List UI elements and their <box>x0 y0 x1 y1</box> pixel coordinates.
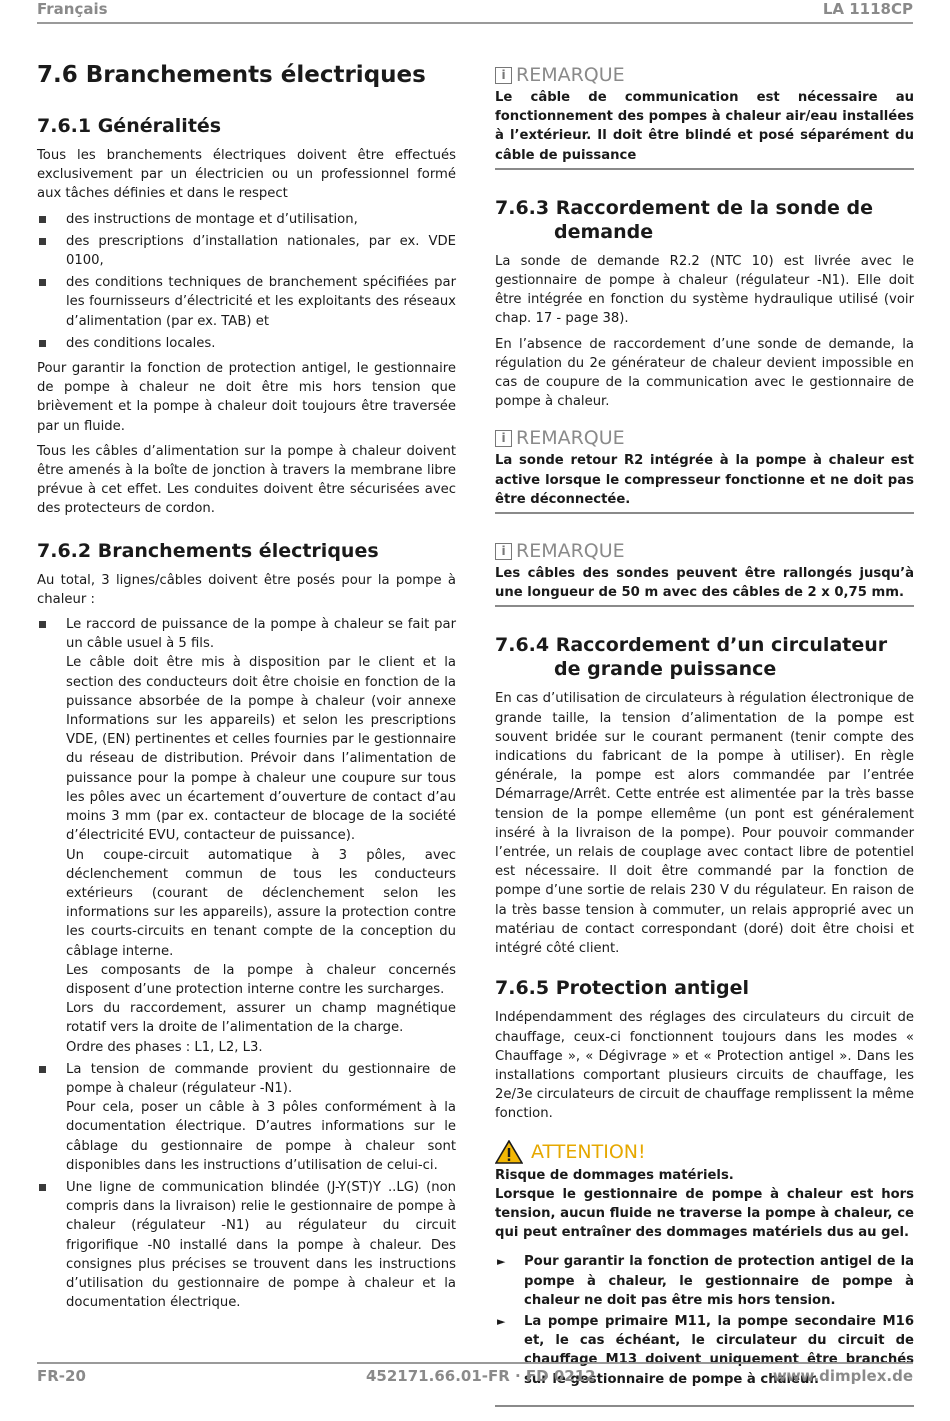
section-7-6-5-heading: 7.6.5 Protection antigel <box>495 977 750 1000</box>
antifreeze-modes-paragraph: Indépendamment des réglages des circulateurs du circuit de chauffage, ceux-ci fonctionnent toujours dans les modes « Chauffage », « Dégivrage » et « Protection antigel ». Dans les installations comportant plusieurs circuits de chauffage, les 2e/3e circulateurs de circuit de chauffage remplissent la même fonction. <box>495 1010 914 1122</box>
page-number: FR-20 <box>37 1367 86 1385</box>
list-item <box>37 1060 456 1175</box>
section-7-6-heading: 7.6 Branchements électriques <box>37 62 426 88</box>
section-7-6-3-heading: 7.6.3 Raccordement de la sonde de demande <box>495 196 874 243</box>
power-cable-text: Les composants de la pompe à chaleur concernés disposent d’une protection interne contre les surcharges. <box>66 962 456 997</box>
attention-title: Risque de dommages matériels. <box>495 1167 734 1183</box>
right-column <box>495 64 914 1421</box>
attention-label: ATTENTION! <box>531 1140 646 1163</box>
action-item: ► La pompe primaire M11, la pompe secondaire M16 et, le cas échéant, le circulateur du circuit de chauffage M13 doivent uniquement être branchés sur le gestionnaire de pompe à chaleur. <box>495 1312 914 1389</box>
document-id: 452171.66.01-FR · FD 0212 <box>366 1367 596 1385</box>
warning-triangle-icon <box>495 1140 523 1164</box>
remark-label: REMARQUE <box>516 64 625 86</box>
power-cable-text: Un coupe-circuit automatique à 3 pôles, avec déclenchement commun de tous les conducteurs extérieurs (courant de déclenchement selon les informations sur les appareils), assure la protection contre les courts-circuits en tenant compte de la conception du câblage interne. <box>66 847 456 959</box>
action-item: ► Pour garantir la fonction de protection antigel de la pompe à chaleur, le gestionnaire de pompe à chaleur ne doit pas être mis hors tension. <box>495 1252 914 1310</box>
section-7-6-2-heading: 7.6.2 Branchements électriques <box>37 539 379 562</box>
info-icon: i <box>495 67 512 84</box>
list-item: des conditions techniques de branchement spécifiées par les fournisseurs d’électricité et les exploitants des réseaux d’alimentation (par ex. TAB) et <box>37 273 456 331</box>
info-icon: i <box>495 430 512 447</box>
antifreeze-paragraph: Pour garantir la fonction de protection antigel, le gestionnaire de pompe à chaleur ne doit être mis hors tension que brièvement et la pompe à chaleur doit toujours être traversée par un fluide. <box>37 361 456 434</box>
section-7-6-4-heading: 7.6.4 Raccordement d’un circulateur de grande puissance <box>495 634 888 681</box>
list-item: des prescriptions d’installation nationales, par ex. VDE 0100, <box>37 232 456 270</box>
website-link[interactable]: www.dimplex.de <box>772 1367 913 1385</box>
language-label: Français <box>37 0 108 18</box>
sensor-paragraph: En l’absence de raccordement d’une sonde de demande, la régulation du 2e générateur de chaleur devient impossible en cas de coupure de la communication avec le gestionnaire de pompe à chaleur. <box>495 336 914 410</box>
remark-header <box>495 427 914 449</box>
remark-text: La sonde retour R2 intégrée à la pompe à chaleur est active lorsque le compresseur fonctionne et ne doit pas être déconnectée. <box>495 453 914 507</box>
remark-label: REMARQUE <box>516 540 625 563</box>
footer-rule <box>37 1362 913 1364</box>
page-header <box>0 0 950 22</box>
remark-label: REMARQUE <box>516 427 625 450</box>
power-cable-text: Ordre des phases : L1, L2, L3. <box>66 1039 263 1055</box>
remark-header <box>495 64 914 86</box>
cables-list <box>37 615 456 1312</box>
remark-text: Les câbles des sondes peuvent être rallongés jusqu’à une longueur de 50 m avec des câbles de 2 x 0,75 mm. <box>495 566 914 601</box>
power-cable-text: Lors du raccordement, assurer un champ magnétique rotatif vers la droite de l’alimentation de la charge. <box>66 1001 456 1036</box>
list-item: des instructions de montage et d’utilisation, <box>37 210 456 229</box>
control-voltage-text: La tension de commande provient du gestionnaire de pompe à chaleur (régulateur -N1). <box>66 1061 456 1096</box>
control-voltage-text: Pour cela, poser un câble à 3 pôles conformément à la documentation électrique. D’autres informations sur le câblage du gestionnaire de pompe à chaleur sont disponibles dans les instructions d’utilisation de celui-ci. <box>66 1100 456 1173</box>
circulator-paragraph: En cas d’utilisation de circulateurs à régulation électronique de grande taille, la tension d’alimentation de la pompe est souvent bridée sur le courant permanent (tenir compte des indications du fabricant de la pompe à utiliser). En règle générale, la pompe est alors commandée par l’entrée Démarrage/Arrêt. Cette entrée est alimentée par la très basse tension de la pompe ellemême (un pont est généralement inséré à la livraison de la pompe). Pour pouvoir commander l’entrée, un relais de couplage avec contact libre de potentiel est nécessaire. Il doit être commandé par la fonction de pompe d’une sortie de relais 230 V du régulateur. En raison de la très basse tension à commuter, un relais approprié avec un matériau de contact correspondant (doré) doit être choisi et intégré côté client. <box>495 691 914 957</box>
model-label: LA 1118CP <box>822 0 913 18</box>
remark-text: Le câble de communication est nécessaire au fonctionnement des pompes à chaleur air/eau installées à l’extérieur. Il doit être blindé et posé séparément du câble de puissance <box>495 90 914 163</box>
left-column <box>37 60 456 1318</box>
remark-header <box>495 540 914 562</box>
lines-intro: Au total, 3 lignes/câbles doivent être posés pour la pompe à chaleur : <box>37 572 456 607</box>
header-rule <box>37 22 913 24</box>
remark-box <box>495 540 914 607</box>
cables-paragraph: Tous les câbles d’alimentation sur la pompe à chaleur doivent être amenés à la boîte de jonction à travers la membrane libre prévue à cet effet. Les conduites doivent être sécurisées avec des protecteurs de cordon. <box>37 443 456 517</box>
list-item: des conditions locales. <box>37 334 456 353</box>
power-cable-text: Le raccord de puissance de la pompe à chaleur se fait par un câble usuel à 5 fils. <box>66 617 456 652</box>
attention-body: Lorsque le gestionnaire de pompe à chaleur est hors tension, aucun fluide ne traverse la pompe à chaleur, ce qui peut entraîner des dommages matériels dus au gel. <box>495 1186 914 1241</box>
info-icon: i <box>495 543 512 560</box>
sensor-paragraph: La sonde de demande R2.2 (NTC 10) est livrée avec le gestionnaire de pompe à chaleur (régulateur -N1). Elle doit être intégrée en fonction du système hydraulique utilisé (voir chap. 17 - page 38). <box>495 253 914 327</box>
list-item <box>37 615 456 1057</box>
attention-header <box>495 1140 914 1164</box>
general-intro: Tous les branchements électriques doivent être effectués exclusivement par un électricien ou un professionnel formé aux tâches définies et dans le respect <box>37 148 456 202</box>
section-7-6-1-heading: 7.6.1 Généralités <box>37 115 222 137</box>
power-cable-text: Le câble doit être mis à disposition par le client et la section des conducteurs doit être choisie en fonction de la puissance absorbée de la pompe à chaleur (voir annexe Informations sur les appareils) et selon les prescriptions VDE, (EN) pertinentes et celles fournies par le gestionnaire du réseau de distribution. Prévoir dans l’alimentation de puissance pour la pompe à chaleur une coupure sur tous les pôles avec un écartement d’ouverture de contact d’au moins 3 mm (par ex. contacteur de blocage de la société d’électricité EVU, contacteur de puissance). <box>66 655 456 844</box>
attention-text <box>495 1166 914 1243</box>
remark-box <box>495 64 914 170</box>
list-item: Une ligne de communication blindée (J-Y(ST)Y ..LG) (non compris dans la livraison) relie le gestionnaire de pompe à chaleur (régulateur -N1) au régulateur du circuit frigorifique -N0 installé dans la pompe à chaleur. Des consignes plus précises se trouvent dans les instructions d’utilisation du gestionnaire de pompe à chaleur et la documentation électrique. <box>37 1178 456 1312</box>
requirements-list <box>37 210 456 353</box>
remark-box <box>495 427 914 514</box>
